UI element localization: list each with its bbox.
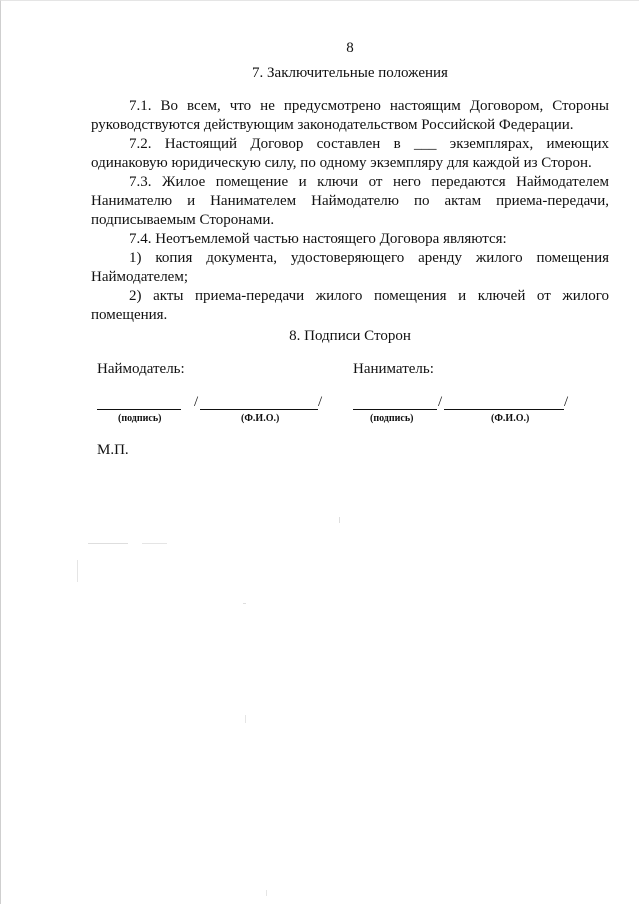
landlord-name-line[interactable] <box>200 409 318 410</box>
clause-7-1-line-1: 7.1. Во всем, что не предусмотрено настоящим Договором, Стороны <box>129 98 609 114</box>
clause-7-3-line-2: Нанимателю и Нанимателем Наймодателю по актам приема-передачи, <box>91 193 609 209</box>
landlord-signature-caption: (подпись) <box>118 413 162 424</box>
clause-7-4-item-2-line-1: 2) акты приема-передачи жилого помещения и ключей от жилого <box>129 288 609 304</box>
scan-artifact <box>339 517 340 523</box>
scan-artifact <box>266 890 267 896</box>
tenant-slash-right: / <box>564 394 569 410</box>
tenant-name-caption: (Ф.И.О.) <box>491 413 530 424</box>
tenant-signature-caption: (подпись) <box>370 413 414 424</box>
section-8-title: 8. Подписи Сторон <box>289 328 411 344</box>
tenant-name-line[interactable] <box>444 409 564 410</box>
clause-7-4-item-2-line-2: помещения. <box>91 307 168 323</box>
clause-7-4-item-1-line-2: Наймодателем; <box>91 269 188 285</box>
clause-7-4-line-1: 7.4. Неотъемлемой частью настоящего Договора являются: <box>129 231 507 247</box>
landlord-slash-right: / <box>318 394 323 410</box>
tenant-label: Наниматель: <box>353 361 434 377</box>
landlord-slash-left: / <box>194 394 199 410</box>
landlord-label: Наймодатель: <box>97 361 185 377</box>
scan-artifact <box>243 603 246 604</box>
section-7-title: 7. Заключительные положения <box>252 65 448 81</box>
scan-artifact <box>142 543 167 544</box>
scan-artifact <box>245 715 246 723</box>
landlord-name-caption: (Ф.И.О.) <box>241 413 280 424</box>
clause-7-3-line-3: подписываемым Сторонами. <box>91 212 275 228</box>
clause-7-2-line-1: 7.2. Настоящий Договор составлен в ___ экземплярах, имеющих <box>129 136 609 152</box>
tenant-slash-left: / <box>438 394 443 410</box>
landlord-signature-line[interactable] <box>97 409 181 410</box>
tenant-signature-line[interactable] <box>353 409 437 410</box>
section-7-body <box>91 97 609 325</box>
page-number: 8 <box>346 40 354 56</box>
stamp-placeholder: М.П. <box>97 442 129 458</box>
clause-7-2-line-2: одинаковую юридическую силу, по одному экземпляру для каждой из Сторон. <box>91 155 592 171</box>
clause-7-1-line-2: руководствуются действующим законодательством Российской Федерации. <box>91 117 574 133</box>
scan-artifact <box>77 560 78 582</box>
clause-7-4-item-1-line-1: 1) копия документа, удостоверяющего аренду жилого помещения <box>129 250 609 266</box>
scan-artifact <box>88 543 128 544</box>
clause-7-3-line-1: 7.3. Жилое помещение и ключи от него передаются Наймодателем <box>129 174 609 190</box>
